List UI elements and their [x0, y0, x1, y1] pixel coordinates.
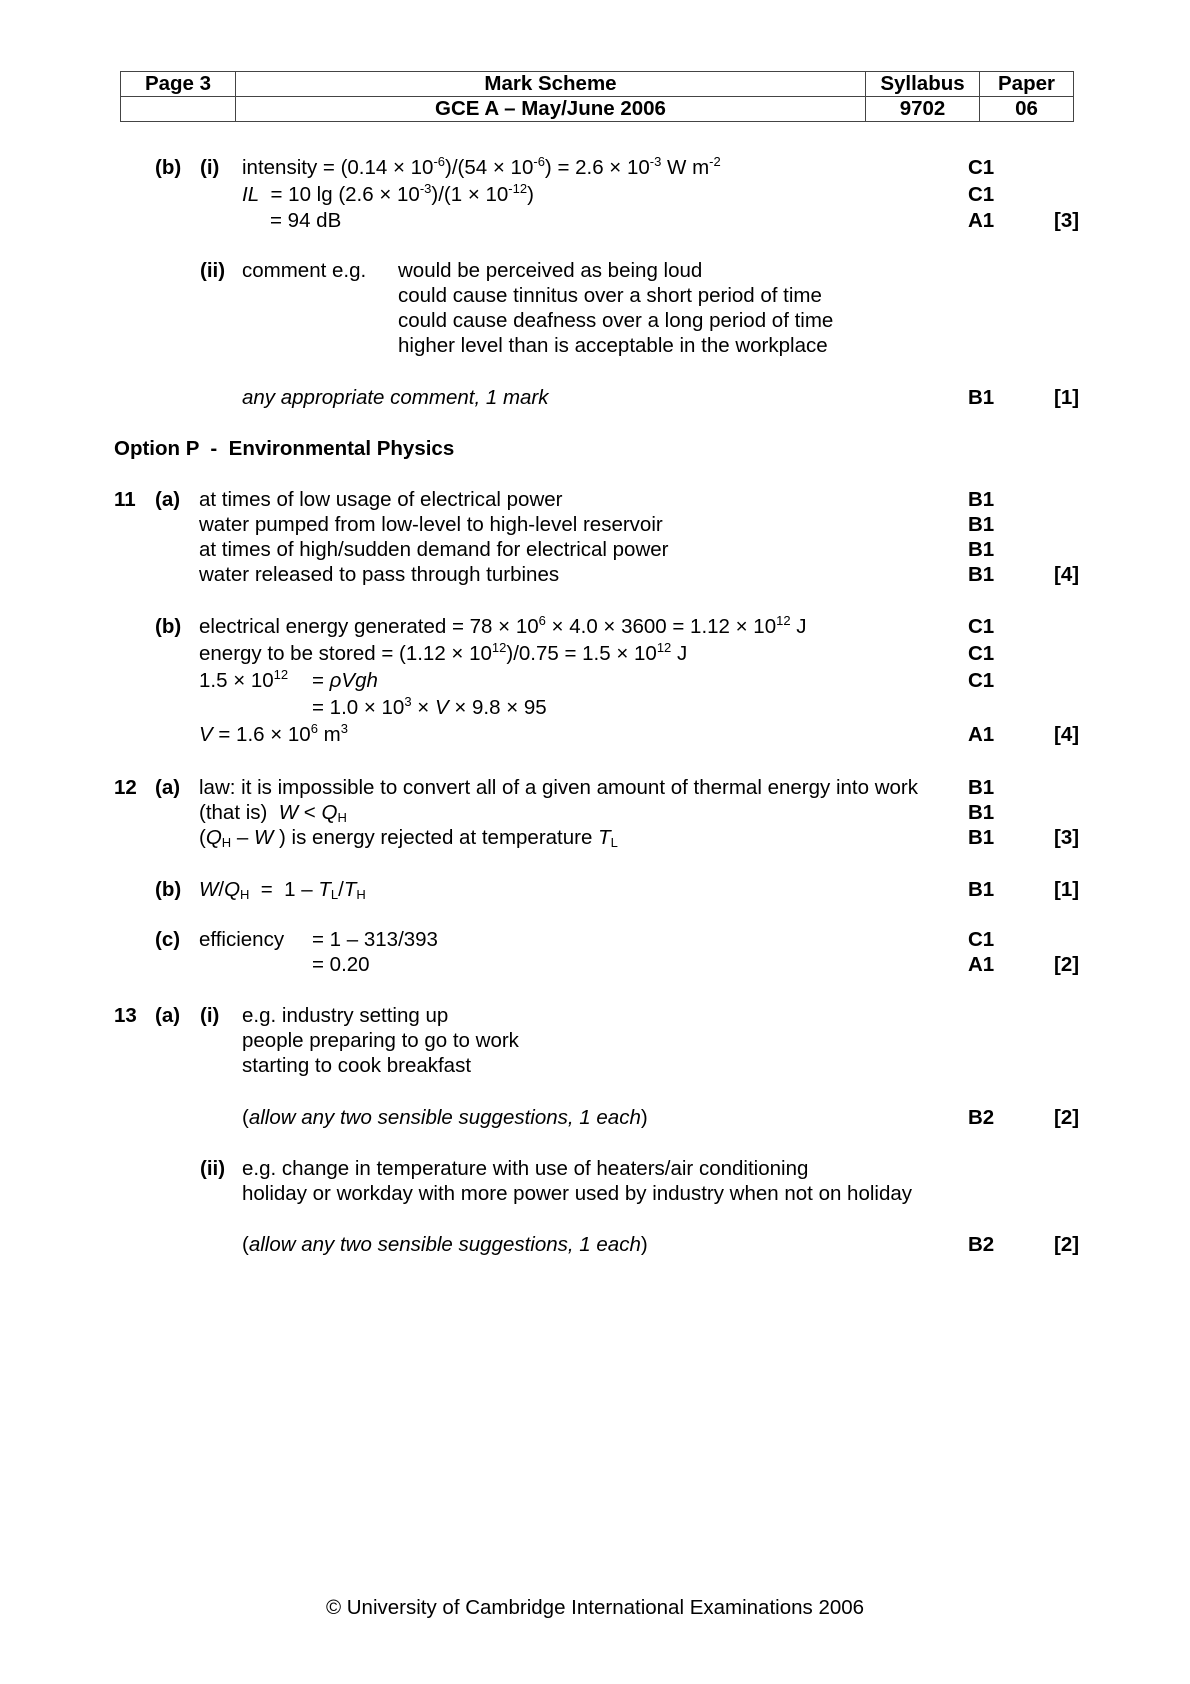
- mark: C1: [968, 183, 995, 206]
- answer-line: e.g. change in temperature with use of heaters/air conditioning: [242, 1157, 809, 1180]
- section-heading: Option P - Environmental Physics: [114, 437, 455, 460]
- total-mark: [1]: [1054, 878, 1080, 901]
- subpart-label-ii: (ii): [200, 1157, 226, 1180]
- mark: B2: [968, 1233, 995, 1256]
- rejected-energy-line: ($Q_H$ – W ) is energy rejected at temperature $T_L$: [199, 826, 618, 850]
- mark: B1: [968, 563, 995, 586]
- potential-energy-line: $1.5 \times 10^{12}$: [199, 667, 289, 692]
- part-label-b: (b): [155, 156, 182, 179]
- answer-line: people preparing to go to work: [242, 1029, 519, 1052]
- header-empty-cell: [121, 97, 236, 122]
- subpart-label-i: (i): [200, 1004, 220, 1027]
- part-label-b: (b): [155, 615, 182, 638]
- total-mark: [4]: [1054, 563, 1080, 586]
- comment-line: would be perceived as being loud: [398, 259, 703, 282]
- allow-note: (allow any two sensible suggestions, 1 each): [242, 1233, 648, 1256]
- part-label-c: (c): [155, 928, 181, 951]
- mark: B1: [968, 801, 995, 824]
- energy-generated-line: electrical energy generated = $78 \times 10^6 \times 4.0 \times 3600 = 1.12 \times 10^{12}$ J: [199, 613, 807, 638]
- efficiency-formula: $W/Q_H = 1 - T_L/T_H$: [199, 878, 366, 902]
- energy-stored-line: energy to be stored = $(1.12 \times 10^{12})/0.75 = 1.5 \times 10^{12}$ J: [199, 640, 688, 665]
- intensity-level-line: IL = 10 $\lg (2.6 \times 10^{-3})/(1 \times 10^{-12})$: [242, 181, 534, 206]
- volume-result-line: $V = 1.6 \times 10^6$ $m^3$: [199, 721, 348, 746]
- page-number: Page 3: [121, 72, 236, 97]
- total-mark: [2]: [1054, 1233, 1080, 1256]
- question-number: 12: [114, 776, 137, 799]
- part-label-a: (a): [155, 1004, 181, 1027]
- total-mark: [2]: [1054, 1106, 1080, 1129]
- total-mark: [3]: [1054, 826, 1080, 849]
- law-statement: law: it is impossible to convert all of a given amount of thermal energy into work: [199, 776, 918, 799]
- answer-line: at times of high/sudden demand for electrical power: [199, 538, 669, 561]
- mark: B1: [968, 878, 995, 901]
- total-mark: [2]: [1054, 953, 1080, 976]
- efficiency-label: efficiency: [199, 928, 285, 951]
- mark: B1: [968, 826, 995, 849]
- allow-note: (allow any two sensible suggestions, 1 each): [242, 1106, 648, 1129]
- comment-line: could cause deafness over a long period of time: [398, 309, 834, 332]
- efficiency-result: = 0.20: [312, 953, 370, 976]
- answer-line: at times of low usage of electrical power: [199, 488, 563, 511]
- total-mark: [4]: [1054, 723, 1080, 746]
- comment-line: could cause tinnitus over a short period of time: [398, 284, 822, 307]
- header-table: [120, 71, 1074, 122]
- answer-line: e.g. industry setting up: [242, 1004, 449, 1027]
- mark: A1: [968, 209, 995, 232]
- paper-label: Paper: [980, 72, 1074, 97]
- mark: C1: [968, 615, 995, 638]
- mark: B1: [968, 513, 995, 536]
- question-number: 11: [114, 488, 136, 511]
- mark: C1: [968, 156, 995, 179]
- comment-line: higher level than is acceptable in the workplace: [398, 334, 828, 357]
- work-inequality-line: (that is) $W < Q_H$: [199, 801, 347, 825]
- doc-title: Mark Scheme: [236, 72, 866, 97]
- answer-line: holiday or workday with more power used by industry when not on holiday: [242, 1182, 913, 1205]
- subpart-label-ii: (ii): [200, 259, 226, 282]
- mark: C1: [968, 669, 995, 692]
- intensity-level-result: = 94 dB: [270, 209, 342, 232]
- subpart-label-i: (i): [200, 156, 220, 179]
- comment-label: comment e.g.: [242, 259, 367, 282]
- part-label-a: (a): [155, 776, 181, 799]
- mark: A1: [968, 953, 995, 976]
- intensity-line: intensity = $(0.14 \times 10^{-6})/(54 \times 10^{-6}) = 2.6 \times 10^{-3}$ W $m^{-2}$: [242, 154, 721, 179]
- part-label-b: (b): [155, 878, 182, 901]
- total-mark: [1]: [1054, 386, 1080, 409]
- substitution-line: = $1.0 \times 10^3 \times V \times 9.8 \times 95$: [312, 694, 547, 719]
- mark: B1: [968, 538, 995, 561]
- answer-line: starting to cook breakfast: [242, 1054, 472, 1077]
- total-mark: [3]: [1054, 209, 1080, 232]
- mark: C1: [968, 642, 995, 665]
- mark: B1: [968, 386, 995, 409]
- mark: B2: [968, 1106, 995, 1129]
- mark: B1: [968, 776, 995, 799]
- copyright-footer: © University of Cambridge International Examinations 2006: [325, 1596, 865, 1619]
- mark: C1: [968, 928, 995, 951]
- mark: B1: [968, 488, 995, 511]
- mark: A1: [968, 723, 995, 746]
- potential-energy-formula: = ρVgh: [312, 669, 378, 692]
- any-comment-note: any appropriate comment, 1 mark: [242, 386, 549, 409]
- answer-line: water released to pass through turbines: [199, 563, 560, 586]
- syllabus-label: Syllabus: [866, 72, 980, 97]
- syllabus-code: 9702: [866, 97, 980, 122]
- part-label-a: (a): [155, 488, 181, 511]
- paper-code: 06: [980, 97, 1074, 122]
- answer-line: water pumped from low-level to high-level reservoir: [199, 513, 663, 536]
- question-number: 13: [114, 1004, 137, 1027]
- doc-subtitle: GCE A – May/June 2006: [236, 97, 866, 122]
- efficiency-calc: = 1 – 313/393: [312, 928, 438, 951]
